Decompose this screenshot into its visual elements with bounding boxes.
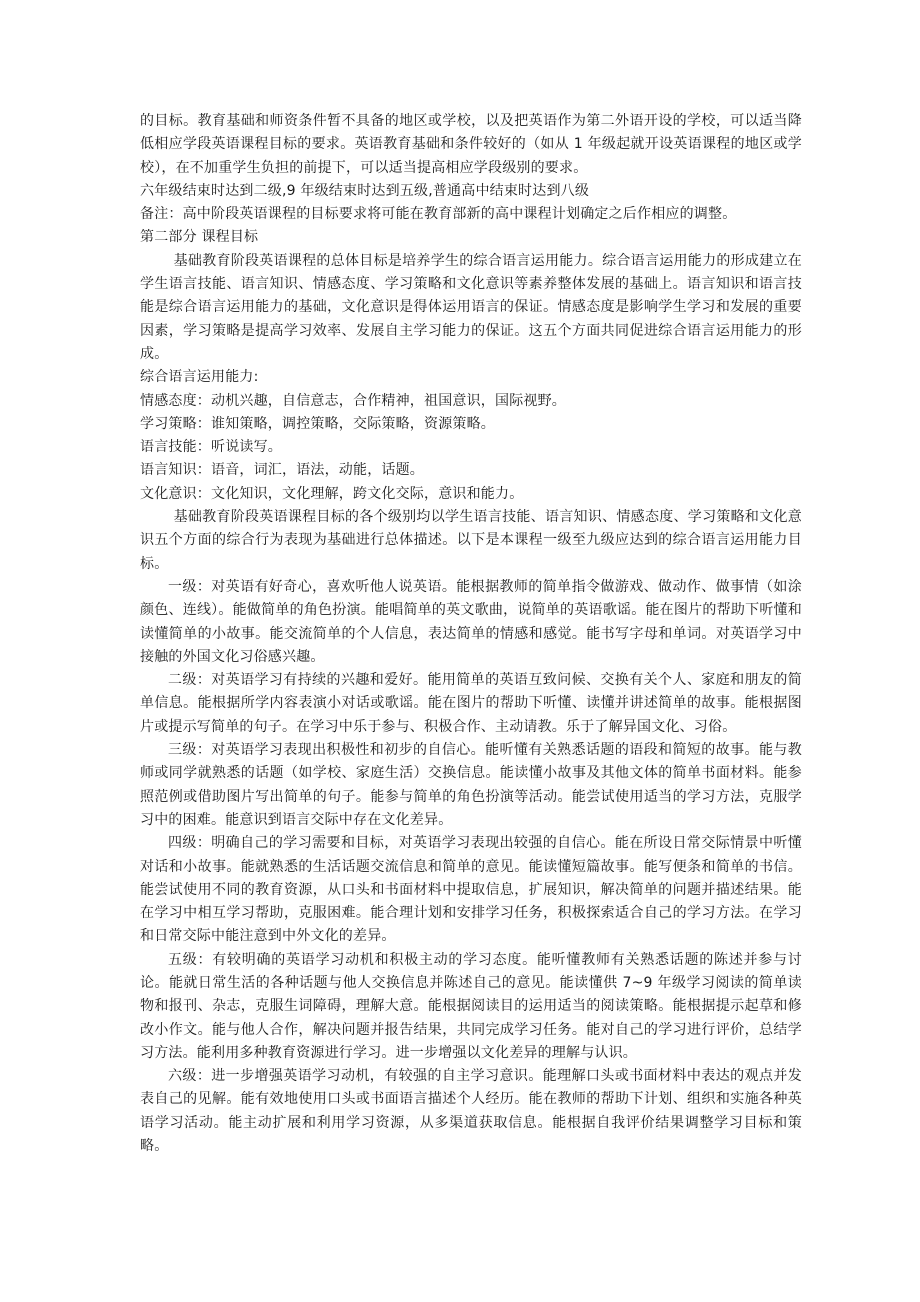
paragraph-level-3: 三级：对英语学习表现出积极性和初步的自信心。能听懂有关熟悉话题的语段和简短的故事。能与教师或同学就熟悉的话题（如学校、家庭生活）交换信息。能读懂小故事及其他文体的简单书面材料。能参照范例或借助图片写出简单的句子。能参与简单的角色扮演等活动。能尝试使用适当的学习方法，克服学习中的困难。能意识到语言交际中存在文化差异。 [140,742,802,828]
paragraph-level-description: 基础教育阶段英语课程目标的各个级别均以学生语言技能、语言知识、情感态度、学习策略和文化意识五个方面的综合行为表现为基础进行总体描述。以下是本课程一级至九级应达到的综合语言运用能力目标。 [140,509,802,572]
label-competence: 综合语言运用能力: [140,369,259,386]
paragraph-remark: 备注：高中阶段英语课程的目标要求将可能在教育部新的高中课程计划确定之后作相应的调整。 [140,206,737,223]
paragraph-level-5: 五级：有较明确的英语学习动机和积极主动的学习态度。能听懂教师有关熟悉话题的陈述并参与讨论。能就日常生活的各种话题与他人交换信息并陈述自己的意见。能读懂供 7~9 年级学习阅读的简单读物和报刊、杂志，克服生词障碍，理解大意。能根据阅读目的运用适当的阅读策略。能根据提示起草和修改小作文。能与他人合作，解决问题并报告结果，共同完成学习任务。能对自己的学习进行评价，总结学习方法。能利用多种教育资源进行学习。进一步增强以文化差异的理解与认识。 [140,951,802,1061]
item-learning-strategy: 学习策略：谁知策略，调控策略，交际策略，资源策略。 [140,415,495,432]
item-emotional-attitude: 情感态度：动机兴趣，自信意志，合作精神，祖国意识，国际视野。 [140,392,566,409]
paragraph-grade-levels: 六年级结束时达到二级,9 年级结束时达到五级,普通高中结束时达到八级 [140,182,590,199]
paragraph-level-6: 六级：进一步增强英语学习动机，有较强的自主学习意识。能理解口头或书面材料中表达的观点并发表自己的见解。能有效地使用口头或书面语言描述个人经历。能在教师的帮助下计划、组织和实施各种英语学习活动。能主动扩展和利用学习资源，从多渠道获取信息。能根据自我评价结果调整学习目标和策略。 [140,1068,802,1155]
paragraph-goal-adjustment: 的目标。教育基础和师资条件暂不具备的地区或学校，以及把英语作为第二外语开设的学校，可以适当降低相应学段英语课程目标的要求。英语教育基础和条件较好的（如从 1 年级起就开设英语课程的地区或学校），在不加重学生负担的前提下，可以适当提高相应学段级别的要求。 [140,113,802,176]
document-body [140,110,802,1158]
section-heading: 第二部分 课程目标 [140,229,259,246]
item-language-knowledge: 语言知识：语音，词汇，语法，动能，话题。 [140,462,424,479]
paragraph-level-1: 一级：对英语有好奇心，喜欢听他人说英语。能根据教师的简单指令做游戏、做动作、做事情（如涂颜色、连线）。能做简单的角色扮演。能唱简单的英文歌曲，说简单的英语歌谣。能在图片的帮助下听懂和读懂简单的小故事。能交流简单的个人信息，表达简单的情感和感觉。能书写字母和单词。对英语学习中接触的外国文化习俗感兴趣。 [140,578,802,665]
item-cultural-awareness: 文化意识：文化知识，文化理解，跨文化交际，意识和能力。 [140,485,524,502]
paragraph-level-2: 二级：对英语学习有持续的兴趣和爱好。能用简单的英语互致问候、交换有关个人、家庭和朋友的简单信息。能根据所学内容表演小对话或歌谣。能在图片的帮助下听懂、读懂并讲述简单的故事。能根据图片或提示写简单的句子。在学习中乐于参与、积极合作、主动请教。乐于了解异国文化、习俗。 [140,672,802,735]
paragraph-overall-goal: 基础教育阶段英语课程的总体目标是培养学生的综合语言运用能力。综合语言运用能力的形成建立在学生语言技能、语言知识、情感态度、学习策略和文化意识等素养整体发展的基础上。语言知识和语言技能是综合语言运用能力的基础，文化意识是得体运用语言的保证。情感态度是影响学生学习和发展的重要因素，学习策略是提高学习效率、发展自主学习能力的保证。这五个方面共同促进综合语言运用能力的形成。 [140,252,802,362]
paragraph-level-4: 四级：明确自己的学习需要和目标，对英语学习表现出较强的自信心。能在所设日常交际情景中听懂对话和小故事。能就熟悉的生活话题交流信息和简单的意见。能读懂短篇故事。能写便条和简单的书信。能尝试使用不同的教育资源，从口头和书面材料中提取信息，扩展知识，解决简单的问题并描述结果。能在学习中相互学习帮助，克服困难。能合理计划和安排学习任务，积极探索适合自己的学习方法。在学习和日常交际中能注意到中外文化的差异。 [140,835,802,945]
item-language-skills: 语言技能：听说读写。 [140,439,282,456]
